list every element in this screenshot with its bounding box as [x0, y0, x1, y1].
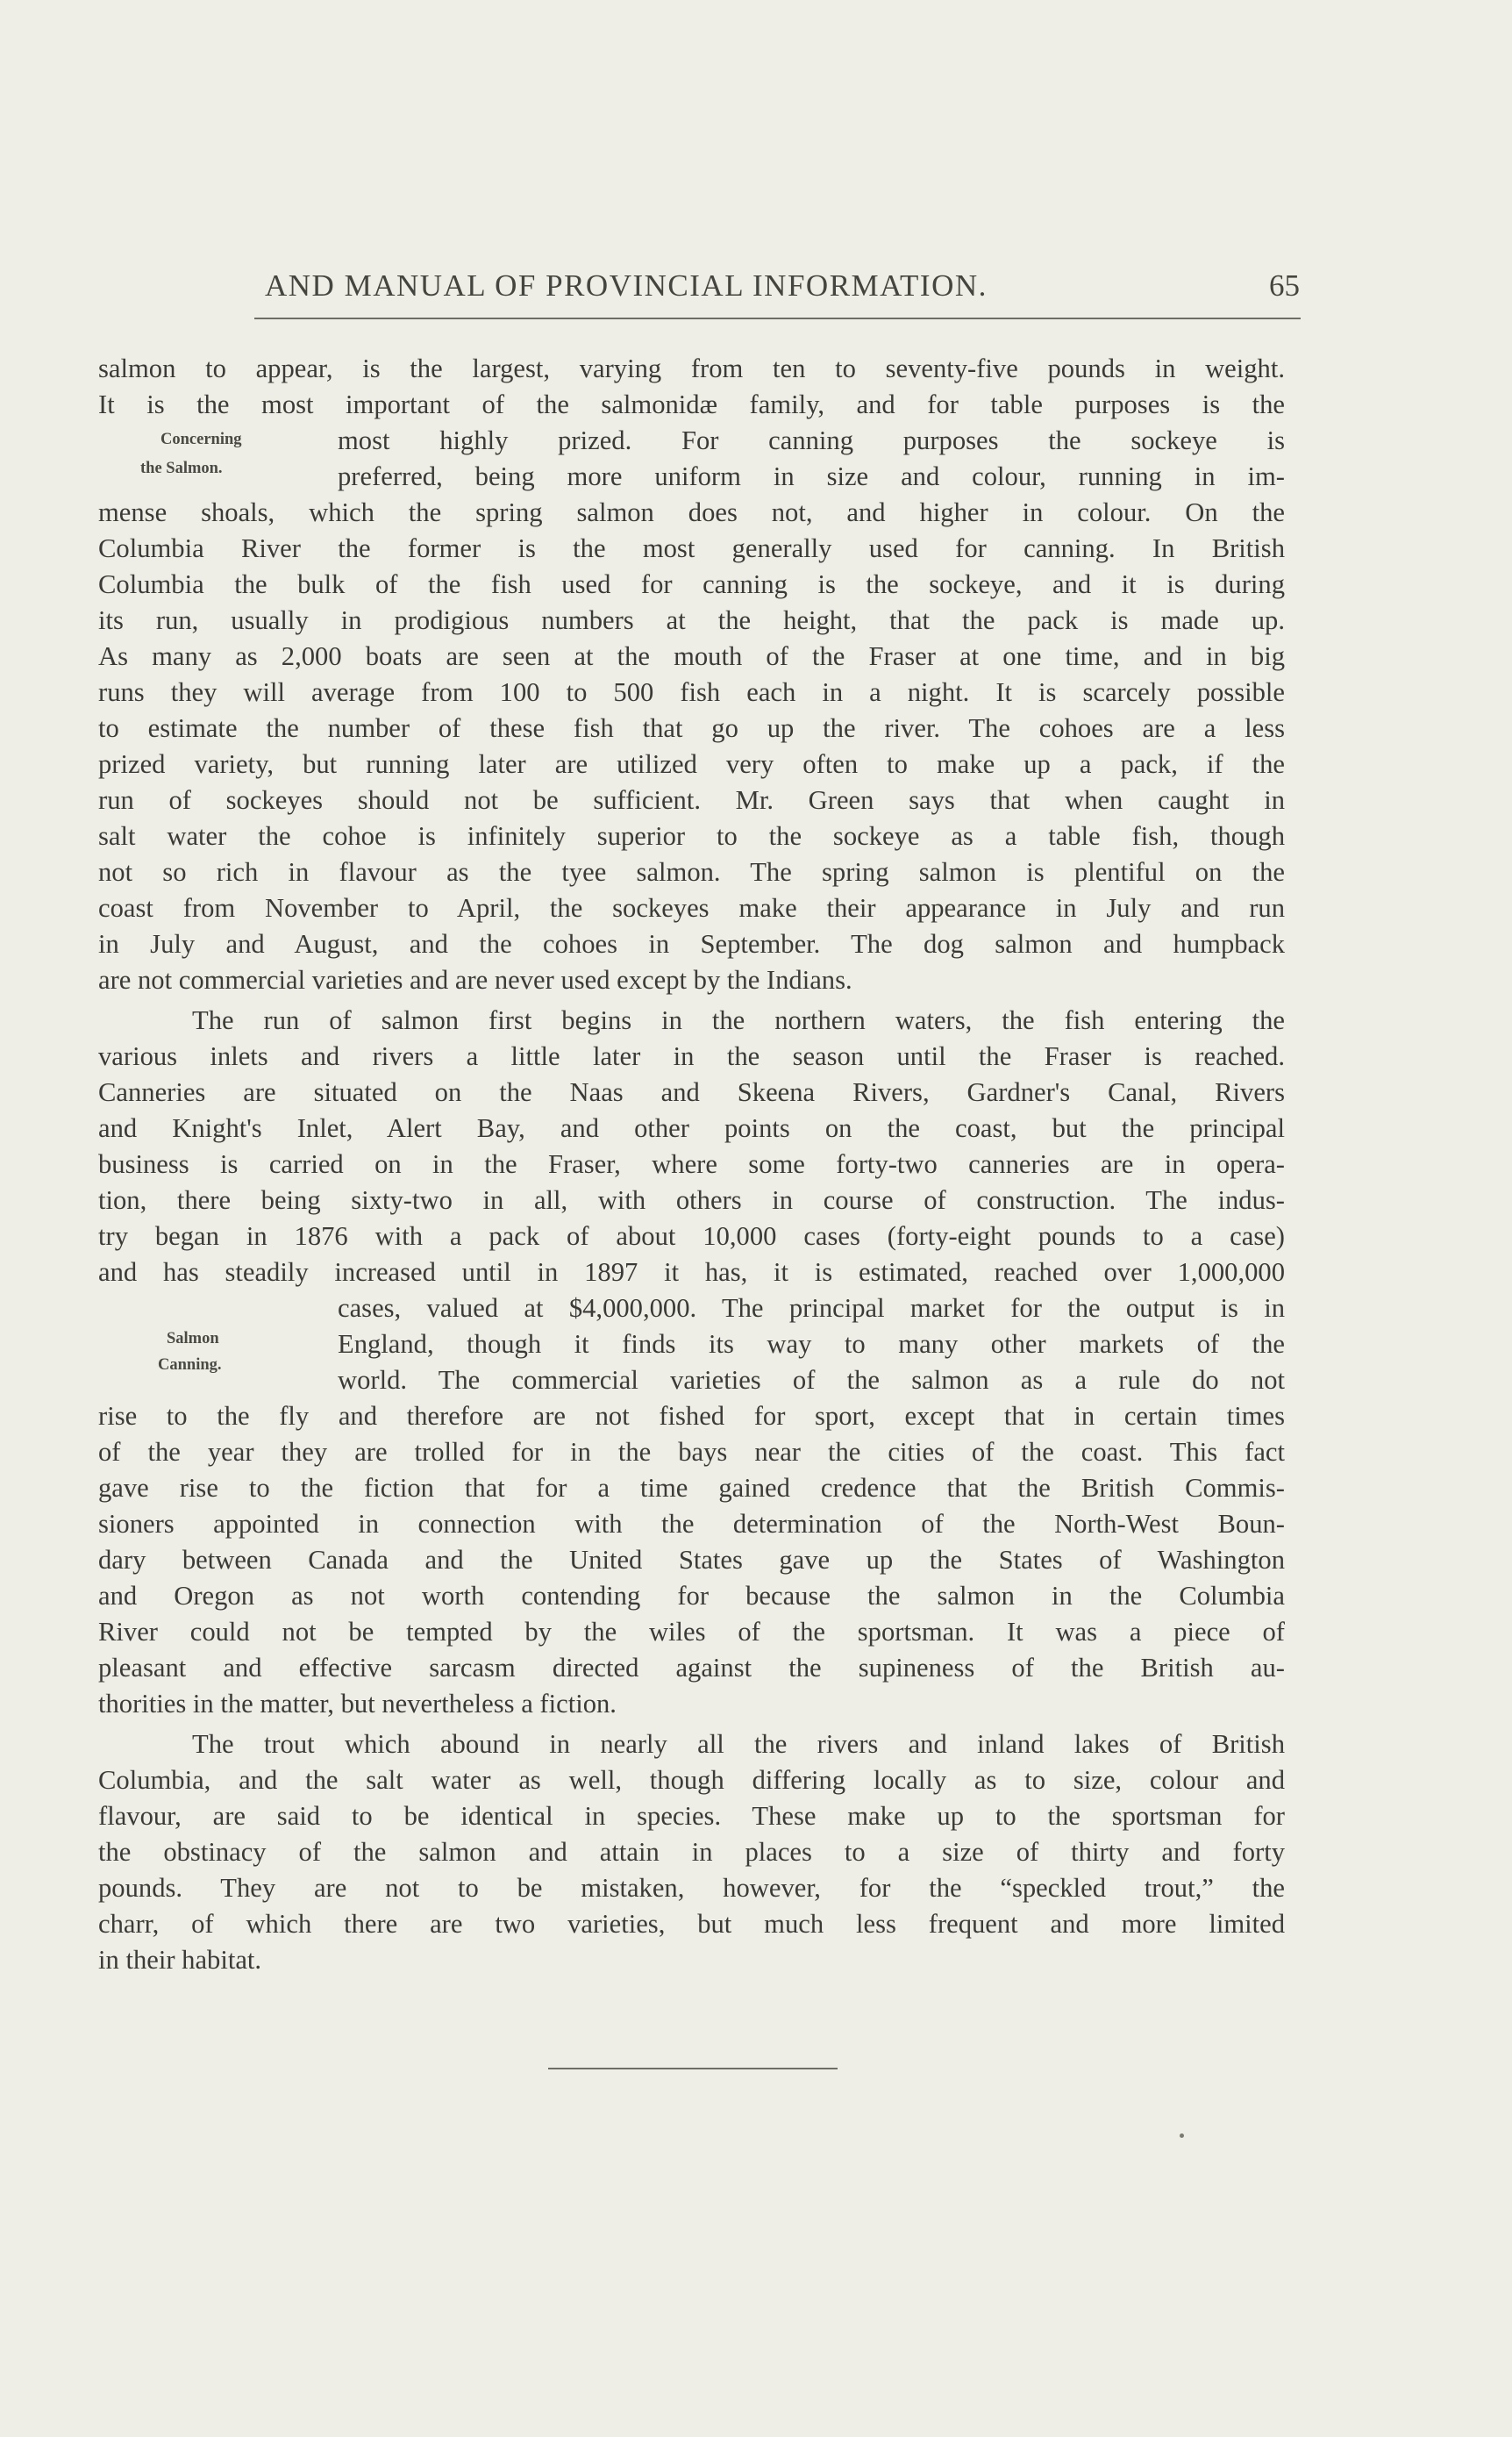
sidenote-concerning-line-2: the Salmon.: [140, 460, 223, 477]
text-line: dary between Canada and the United States gave up the States of Washington: [98, 1545, 1285, 1575]
text-line: various inlets and rivers a little later in the season until the Fraser is reached.: [98, 1041, 1285, 1071]
text-line: Columbia the bulk of the fish used for canning is the sockeye, and it is during: [98, 569, 1285, 599]
text-line: of the year they are trolled for in the bays near the cities of the coast. This fact: [98, 1437, 1285, 1467]
text-line: Columbia River the former is the most generally used for canning. In British: [98, 533, 1285, 563]
text-line: preferred, being more uniform in size and colour, running in im-: [338, 461, 1285, 491]
text-line: pleasant and effective sarcasm directed against the supineness of the British au-: [98, 1653, 1285, 1683]
footer-rule: [548, 2068, 838, 2069]
text-line: not so rich in flavour as the tyee salmon. The spring salmon is plentiful on the: [98, 857, 1285, 887]
sidenote-canning-line-1: Salmon: [167, 1330, 219, 1347]
text-line: prized variety, but running later are utilized very often to make up a pack, if the: [98, 749, 1285, 779]
text-line: in their habitat.: [98, 1945, 262, 1975]
text-line: England, though it finds its way to many other markets of the: [338, 1329, 1285, 1359]
sidenote-concerning-line-1: Concerning: [160, 431, 242, 448]
text-line: Columbia, and the salt water as well, though differing locally as to size, colour and: [98, 1765, 1285, 1795]
text-line: try began in 1876 with a pack of about 10,000 cases (forty-eight pounds to a case): [98, 1221, 1285, 1251]
sidenote-canning-line-2: Canning.: [158, 1356, 222, 1374]
text-line: pounds. They are not to be mistaken, however, for the “speckled trout,” the: [98, 1873, 1285, 1903]
text-line: run of sockeyes should not be sufficient. Mr. Green says that when caught in: [98, 785, 1285, 815]
text-line: to estimate the number of these fish that go up the river. The cohoes are a less: [98, 713, 1285, 743]
text-line: world. The commercial varieties of the salmon as a rule do not: [338, 1365, 1285, 1395]
text-line: salmon to appear, is the largest, varying from ten to seventy-five pounds in weight.: [98, 354, 1285, 383]
text-line: runs they will average from 100 to 500 fish each in a night. It is scarcely possible: [98, 677, 1285, 707]
text-line: the obstinacy of the salmon and attain in places to a size of thirty and forty: [98, 1837, 1285, 1867]
text-line: and Oregon as not worth contending for because the salmon in the Columbia: [98, 1581, 1285, 1611]
running-title: AND MANUAL OF PROVINCIAL INFORMATION.: [265, 268, 988, 303]
text-line: charr, of which there are two varieties, but much less frequent and more limited: [98, 1909, 1285, 1939]
page-speck: [1180, 2133, 1184, 2138]
text-line: sioners appointed in connection with the determination of the North-West Boun-: [98, 1509, 1285, 1539]
text-line: and has steadily increased until in 1897 it has, it is estimated, reached over 1,000,000: [98, 1257, 1285, 1287]
page-number: 65: [1269, 268, 1300, 303]
text-line: most highly prized. For canning purposes the sockeye is: [338, 425, 1285, 455]
text-line: its run, usually in prodigious numbers at the height, that the pack is made up.: [98, 605, 1285, 635]
text-line: It is the most important of the salmonidæ family, and for table purposes is the: [98, 389, 1285, 419]
text-line: flavour, are said to be identical in species. These make up to the sportsman for: [98, 1801, 1285, 1831]
text-line: River could not be tempted by the wiles of the sportsman. It was a piece of: [98, 1617, 1285, 1647]
text-line: and Knight's Inlet, Alert Bay, and other points on the coast, but the principal: [98, 1113, 1285, 1143]
text-line: tion, there being sixty-two in all, with others in course of construction. The indus-: [98, 1185, 1285, 1215]
text-line: business is carried on in the Fraser, where some forty-two canneries are in opera-: [98, 1149, 1285, 1179]
text-line: rise to the fly and therefore are not fished for sport, except that in certain times: [98, 1401, 1285, 1431]
text-line: thorities in the matter, but nevertheless a fiction.: [98, 1689, 617, 1719]
text-line: As many as 2,000 boats are seen at the mouth of the Fraser at one time, and in big: [98, 641, 1285, 671]
text-line: The trout which abound in nearly all the rivers and inland lakes of British: [192, 1729, 1285, 1759]
text-line: coast from November to April, the sockeyes make their appearance in July and run: [98, 893, 1285, 923]
text-line: The run of salmon first begins in the northern waters, the fish entering the: [192, 1005, 1285, 1035]
text-line: in July and August, and the cohoes in September. The dog salmon and humpback: [98, 929, 1285, 959]
text-line: are not commercial varieties and are never used except by the Indians.: [98, 965, 852, 995]
page-header: [98, 265, 1300, 305]
text-line: Canneries are situated on the Naas and Skeena Rivers, Gardner's Canal, Rivers: [98, 1077, 1285, 1107]
text-line: gave rise to the fiction that for a time gained credence that the British Commis-: [98, 1473, 1285, 1503]
header-rule: [254, 318, 1301, 319]
text-line: mense shoals, which the spring salmon does not, and higher in colour. On the: [98, 497, 1285, 527]
text-line: cases, valued at $4,000,000. The principal market for the output is in: [338, 1293, 1285, 1323]
text-line: salt water the cohoe is infinitely superior to the sockeye as a table fish, though: [98, 821, 1285, 851]
